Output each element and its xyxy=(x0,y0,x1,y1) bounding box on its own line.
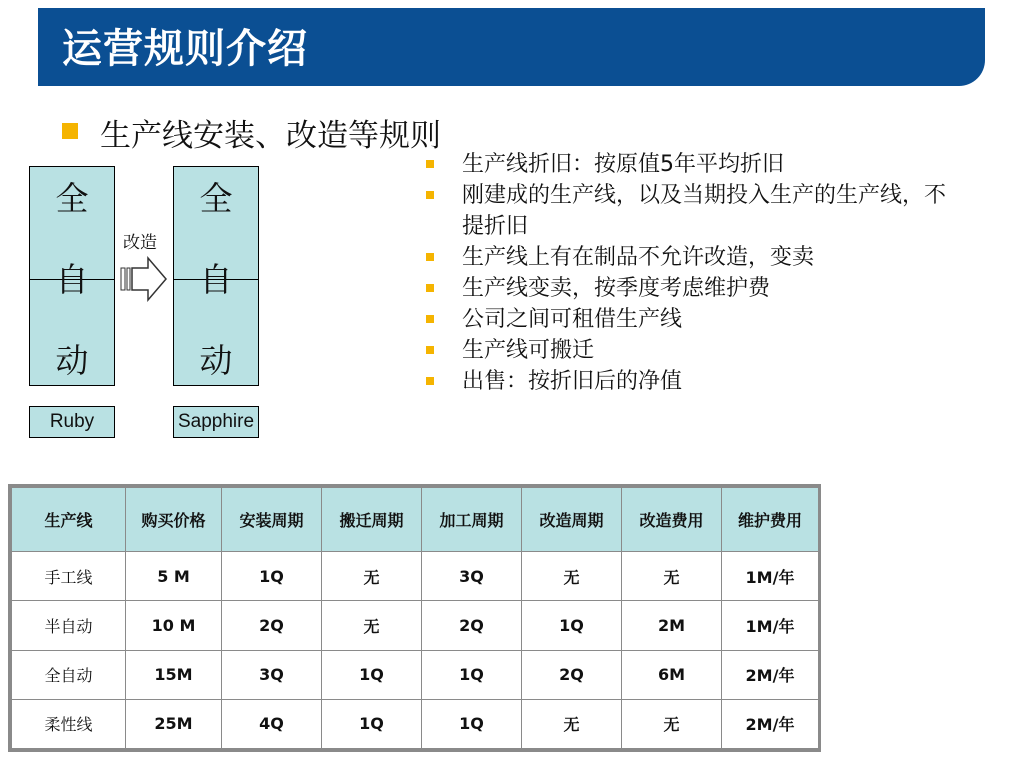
sapphire-label: Sapphire xyxy=(173,406,259,438)
column-header: 安装周期 xyxy=(222,488,322,552)
production-line-table xyxy=(8,484,821,752)
ruby-label: Ruby xyxy=(29,406,115,438)
list-item xyxy=(424,366,964,397)
table-cell: 半自动 xyxy=(12,601,126,650)
column-header: 改造周期 xyxy=(522,488,622,552)
table-cell: 6M xyxy=(622,650,722,699)
box-char: 自 xyxy=(199,260,233,299)
table-cell: 全自动 xyxy=(12,650,126,699)
table-row xyxy=(12,650,819,699)
right-arrow-icon xyxy=(120,256,168,302)
box-char: 自 xyxy=(55,260,89,299)
column-header: 搬迁周期 xyxy=(322,488,422,552)
rule-text: 生产线可搬迁 xyxy=(462,338,595,363)
table-cell: 4Q xyxy=(222,699,322,748)
list-item xyxy=(424,335,964,366)
table-cell: 2Q xyxy=(222,601,322,650)
table-cell: 无 xyxy=(622,552,722,601)
column-header: 改造费用 xyxy=(622,488,722,552)
box-char: 动 xyxy=(55,341,89,380)
arrow-label: 改造 xyxy=(123,233,157,253)
rule-text: 刚建成的生产线，以及当期投入生产的生产线，不提折旧 xyxy=(462,183,947,239)
table-cell: 2M/年 xyxy=(722,699,819,748)
table-cell: 无 xyxy=(522,699,622,748)
box-char: 动 xyxy=(199,341,233,380)
table-cell: 1Q xyxy=(322,699,422,748)
table-cell: 1Q xyxy=(322,650,422,699)
list-item xyxy=(424,304,964,335)
table-cell: 3Q xyxy=(422,552,522,601)
table-cell: 2Q xyxy=(522,650,622,699)
production-line-box-before xyxy=(29,166,115,386)
table-row xyxy=(12,699,819,748)
bullet-square-icon xyxy=(426,191,434,199)
table-cell: 1M/年 xyxy=(722,601,819,650)
table-cell: 1Q xyxy=(522,601,622,650)
table-cell: 无 xyxy=(622,699,722,748)
table-cell: 2M xyxy=(622,601,722,650)
page-title: 运营规则介绍 xyxy=(62,26,308,72)
box-char: 全 xyxy=(55,179,89,218)
table-cell: 手工线 xyxy=(12,552,126,601)
table-cell: 15M xyxy=(126,650,222,699)
bullet-square-icon xyxy=(426,284,434,292)
box-char: 全 xyxy=(199,179,233,218)
table-row xyxy=(12,601,819,650)
rule-text: 生产线上有在制品不允许改造，变卖 xyxy=(462,245,815,270)
table-cell: 25M xyxy=(126,699,222,748)
table-cell: 2Q xyxy=(422,601,522,650)
bullet-square-icon xyxy=(426,253,434,261)
table-cell: 1Q xyxy=(422,699,522,748)
rule-text: 生产线变卖，按季度考虑维护费 xyxy=(462,276,771,301)
table-cell: 10 M xyxy=(126,601,222,650)
column-header: 购买价格 xyxy=(126,488,222,552)
list-item xyxy=(424,242,964,273)
section-heading: 生产线安装、改造等规则 xyxy=(100,118,441,154)
list-item xyxy=(424,149,964,180)
column-header: 生产线 xyxy=(12,488,126,552)
rule-text: 生产线折旧：按原值5年平均折旧 xyxy=(462,152,784,177)
table-cell: 无 xyxy=(322,601,422,650)
table-cell: 5 M xyxy=(126,552,222,601)
rules-list xyxy=(424,149,964,397)
bullet-square-icon xyxy=(426,377,434,385)
rule-text: 公司之间可租借生产线 xyxy=(462,307,683,332)
bullet-square-icon xyxy=(62,123,78,139)
column-header: 维护费用 xyxy=(722,488,819,552)
table-cell: 2M/年 xyxy=(722,650,819,699)
table-cell: 柔性线 xyxy=(12,699,126,748)
list-item xyxy=(424,180,964,242)
table-cell: 3Q xyxy=(222,650,322,699)
production-line-box-after xyxy=(173,166,259,386)
list-item xyxy=(424,273,964,304)
column-header: 加工周期 xyxy=(422,488,522,552)
table-row xyxy=(12,552,819,601)
bullet-square-icon xyxy=(426,160,434,168)
table-header-row xyxy=(12,488,819,552)
bullet-square-icon xyxy=(426,346,434,354)
table-cell: 1M/年 xyxy=(722,552,819,601)
table-cell: 无 xyxy=(322,552,422,601)
table-cell: 1Q xyxy=(222,552,322,601)
bullet-square-icon xyxy=(426,315,434,323)
table-cell: 无 xyxy=(522,552,622,601)
table-cell: 1Q xyxy=(422,650,522,699)
rule-text: 出售：按折旧后的净值 xyxy=(462,369,683,394)
